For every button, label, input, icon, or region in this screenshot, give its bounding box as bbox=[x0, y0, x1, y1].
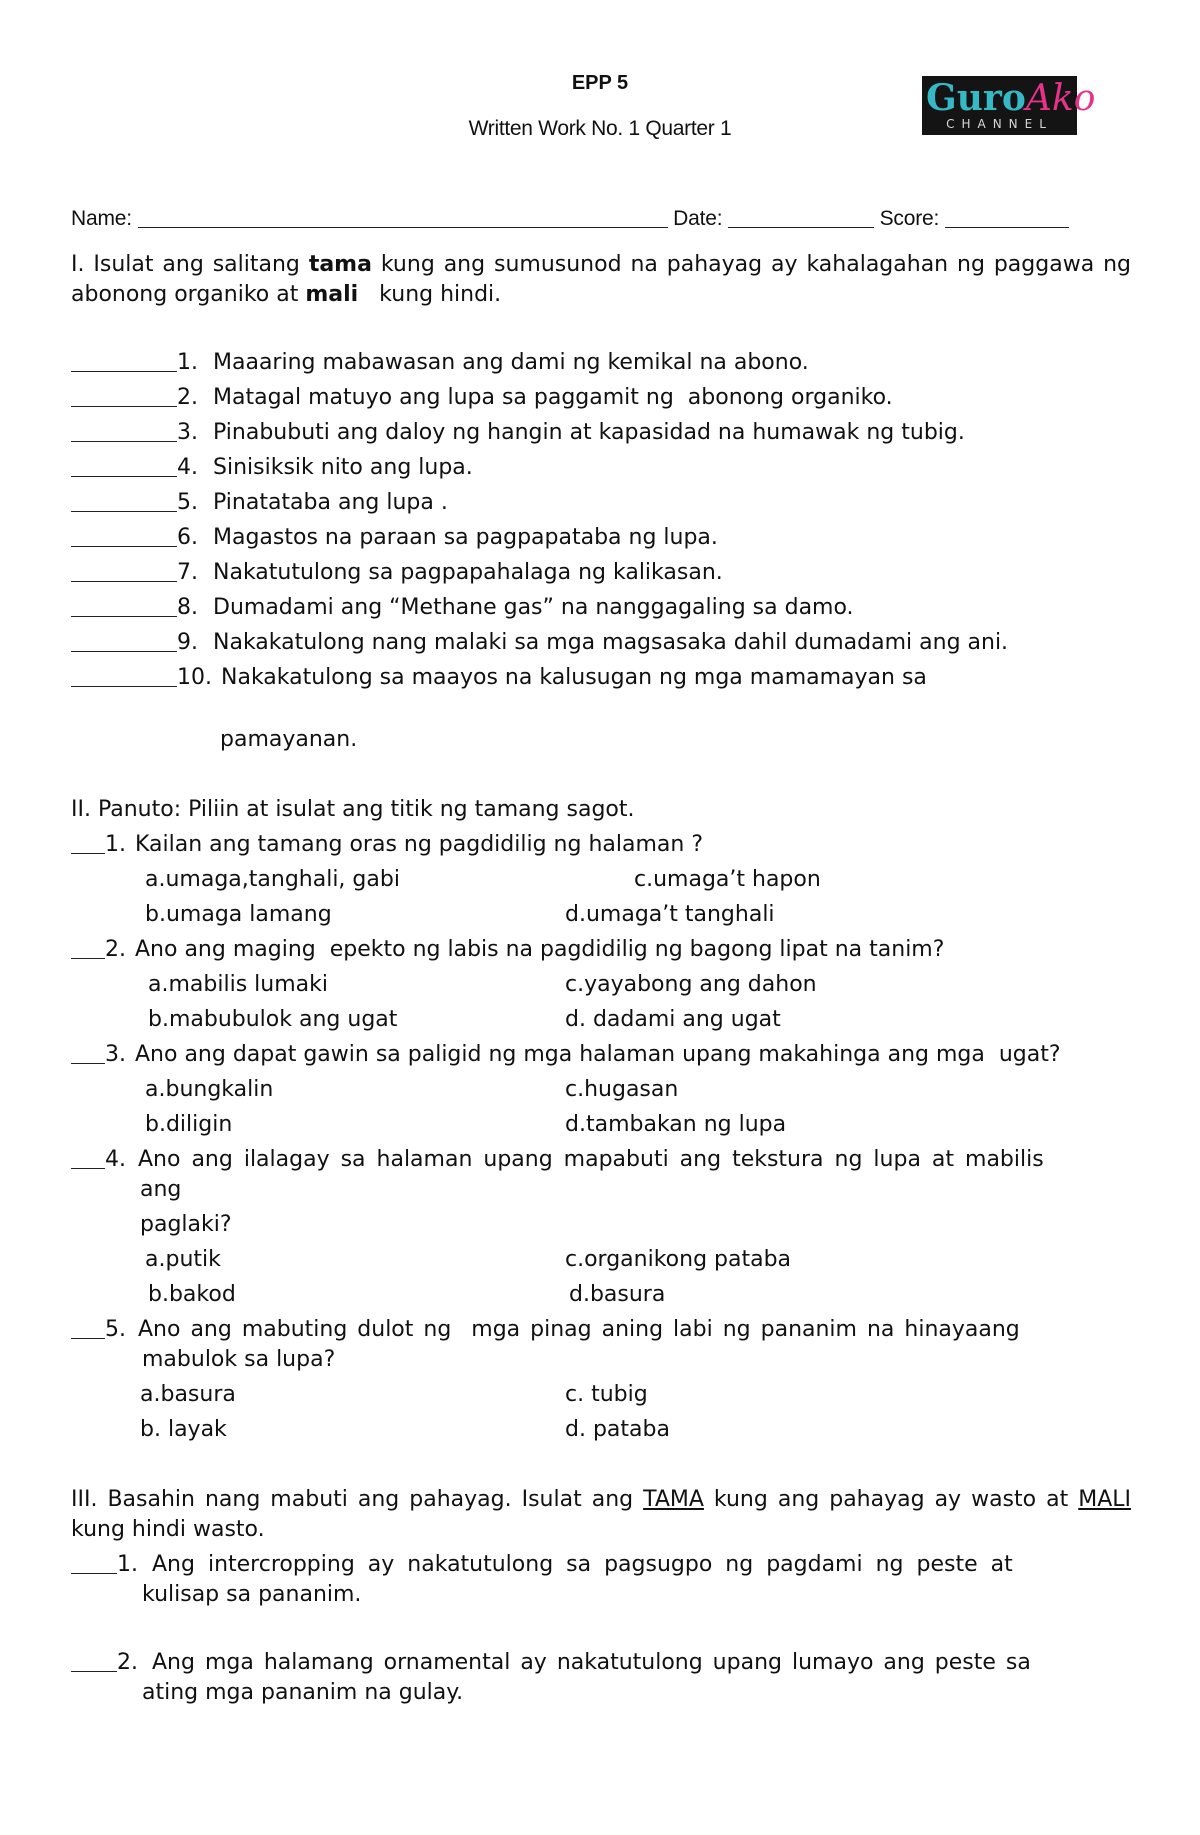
question-continuation: kulisap sa pananim. bbox=[142, 1582, 362, 1607]
choice-b: b.bakod bbox=[148, 1282, 236, 1307]
question-continuation: mabulok sa lupa? bbox=[142, 1347, 336, 1372]
logo-wordmark: GuroAko bbox=[926, 77, 1096, 119]
part2-instructions: II. Panuto: Piliin at isulat ang titik ng tamang sagot. bbox=[71, 797, 635, 822]
choice-d: d.tambakan ng lupa bbox=[565, 1112, 787, 1137]
choice-c: c. tubig bbox=[565, 1382, 648, 1407]
answer-blank[interactable] bbox=[71, 351, 177, 372]
student-info-line bbox=[71, 207, 1141, 231]
list-item: 5. Pinatataba ang lupa . bbox=[71, 488, 448, 518]
choice-c: c.organikong pataba bbox=[565, 1247, 792, 1272]
page-subtitle: Written Work No. 1 Quarter 1 bbox=[468, 117, 732, 140]
answer-blank[interactable] bbox=[71, 491, 177, 512]
answer-blank[interactable] bbox=[71, 631, 177, 652]
part1-instructions: I. Isulat ang salitang tama kung ang sumusunod na pahayag ay kahalagahan ng paggawa ng abonong organiko at mali kung hindi. bbox=[71, 252, 1131, 307]
answer-blank[interactable] bbox=[71, 666, 177, 687]
choice-b: b.mabubulok ang ugat bbox=[148, 1007, 398, 1032]
question: 1. Ang intercropping ay nakatutulong sa pagsugpo ng pagdami ng peste at bbox=[71, 1550, 1013, 1580]
logo-subtitle: CHANNEL bbox=[946, 117, 1053, 131]
answer-blank[interactable] bbox=[71, 596, 177, 617]
list-item: 6. Magastos na paraan sa pagpapataba ng lupa. bbox=[71, 523, 718, 553]
score-label: Score: bbox=[879, 207, 940, 230]
list-item-continuation: pamayanan. bbox=[220, 727, 358, 752]
answer-blank[interactable] bbox=[71, 526, 177, 547]
question: 2. Ano ang maging epekto ng labis na pagdidilig ng bagong lipat na tanim? bbox=[71, 935, 944, 965]
choice-a: a.basura bbox=[140, 1382, 236, 1407]
list-item: 4. Sinisiksik nito ang lupa. bbox=[71, 453, 473, 483]
answer-blank[interactable] bbox=[71, 561, 177, 582]
choice-c: c.yayabong ang dahon bbox=[565, 972, 817, 997]
date-label: Date: bbox=[673, 207, 723, 230]
answer-blank[interactable] bbox=[71, 1148, 105, 1169]
choice-b: b.diligin bbox=[145, 1112, 233, 1137]
choice-a: a.putik bbox=[145, 1247, 221, 1272]
question-continuation: paglaki? bbox=[140, 1212, 232, 1237]
answer-blank[interactable] bbox=[71, 833, 105, 854]
list-item: 1. Maaaring mabawasan ang dami ng kemikal na abono. bbox=[71, 348, 809, 378]
choice-d: d.basura bbox=[569, 1282, 666, 1307]
page-title: EPP 5 bbox=[571, 72, 629, 94]
list-item: 8. Dumadami ang “Methane gas” na nanggagaling sa damo. bbox=[71, 593, 854, 623]
choice-d: d. dadami ang ugat bbox=[565, 1007, 781, 1032]
name-label: Name: bbox=[71, 207, 132, 230]
part3-instructions: III. Basahin nang mabuti ang pahayag. Isulat ang TAMA kung ang pahayag ay wasto at MALI kung hindi wasto. bbox=[71, 1487, 1131, 1542]
name-field[interactable] bbox=[138, 209, 668, 228]
list-item: 2. Matagal matuyo ang lupa sa paggamit ng abonong organiko. bbox=[71, 383, 893, 413]
list-item: 3. Pinabubuti ang daloy ng hangin at kapasidad na humawak ng tubig. bbox=[71, 418, 965, 448]
answer-blank[interactable] bbox=[71, 938, 105, 959]
choice-d: d.umaga’t tanghali bbox=[565, 902, 775, 927]
answer-blank[interactable] bbox=[71, 1651, 117, 1672]
choice-c: c.umaga’t hapon bbox=[634, 867, 821, 892]
question: 4. Ano ang ilalagay sa halaman upang mapabuti ang tekstura ng lupa at mabilis bbox=[71, 1145, 1044, 1175]
choice-a: a.mabilis lumaki bbox=[148, 972, 328, 997]
guroako-logo bbox=[922, 76, 1096, 135]
answer-blank[interactable] bbox=[71, 386, 177, 407]
choice-a: a.umaga,tanghali, gabi bbox=[145, 867, 400, 892]
choice-c: c.hugasan bbox=[565, 1077, 679, 1102]
question-continuation: ating mga pananim na gulay. bbox=[142, 1680, 464, 1705]
answer-blank[interactable] bbox=[71, 421, 177, 442]
question: 5. Ano ang mabuting dulot ng mga pinag aning labi ng pananim na hinayaang bbox=[71, 1315, 1020, 1345]
question-continuation: ang bbox=[140, 1177, 182, 1202]
answer-blank[interactable] bbox=[71, 456, 177, 477]
question: 3. Ano ang dapat gawin sa paligid ng mga halaman upang makahinga ang mga ugat? bbox=[71, 1040, 1061, 1070]
list-item: 10. Nakakatulong sa maayos na kalusugan ng mga mamamayan sa bbox=[71, 663, 927, 693]
answer-blank[interactable] bbox=[71, 1043, 105, 1064]
answer-blank[interactable] bbox=[71, 1553, 117, 1574]
choice-b: b.umaga lamang bbox=[145, 902, 332, 927]
question: 1. Kailan ang tamang oras ng pagdidilig ng halaman ? bbox=[71, 830, 703, 860]
list-item: 9. Nakakatulong nang malaki sa mga magsasaka dahil dumadami ang ani. bbox=[71, 628, 1008, 658]
list-item: 7. Nakatutulong sa pagpapahalaga ng kalikasan. bbox=[71, 558, 723, 588]
choice-a: a.bungkalin bbox=[145, 1077, 274, 1102]
score-field[interactable] bbox=[945, 209, 1069, 228]
question: 2. Ang mga halamang ornamental ay nakatutulong upang lumayo ang peste sa bbox=[71, 1648, 1031, 1678]
answer-blank[interactable] bbox=[71, 1318, 105, 1339]
choice-d: d. pataba bbox=[565, 1417, 670, 1442]
date-field[interactable] bbox=[728, 209, 874, 228]
choice-b: b. layak bbox=[140, 1417, 227, 1442]
